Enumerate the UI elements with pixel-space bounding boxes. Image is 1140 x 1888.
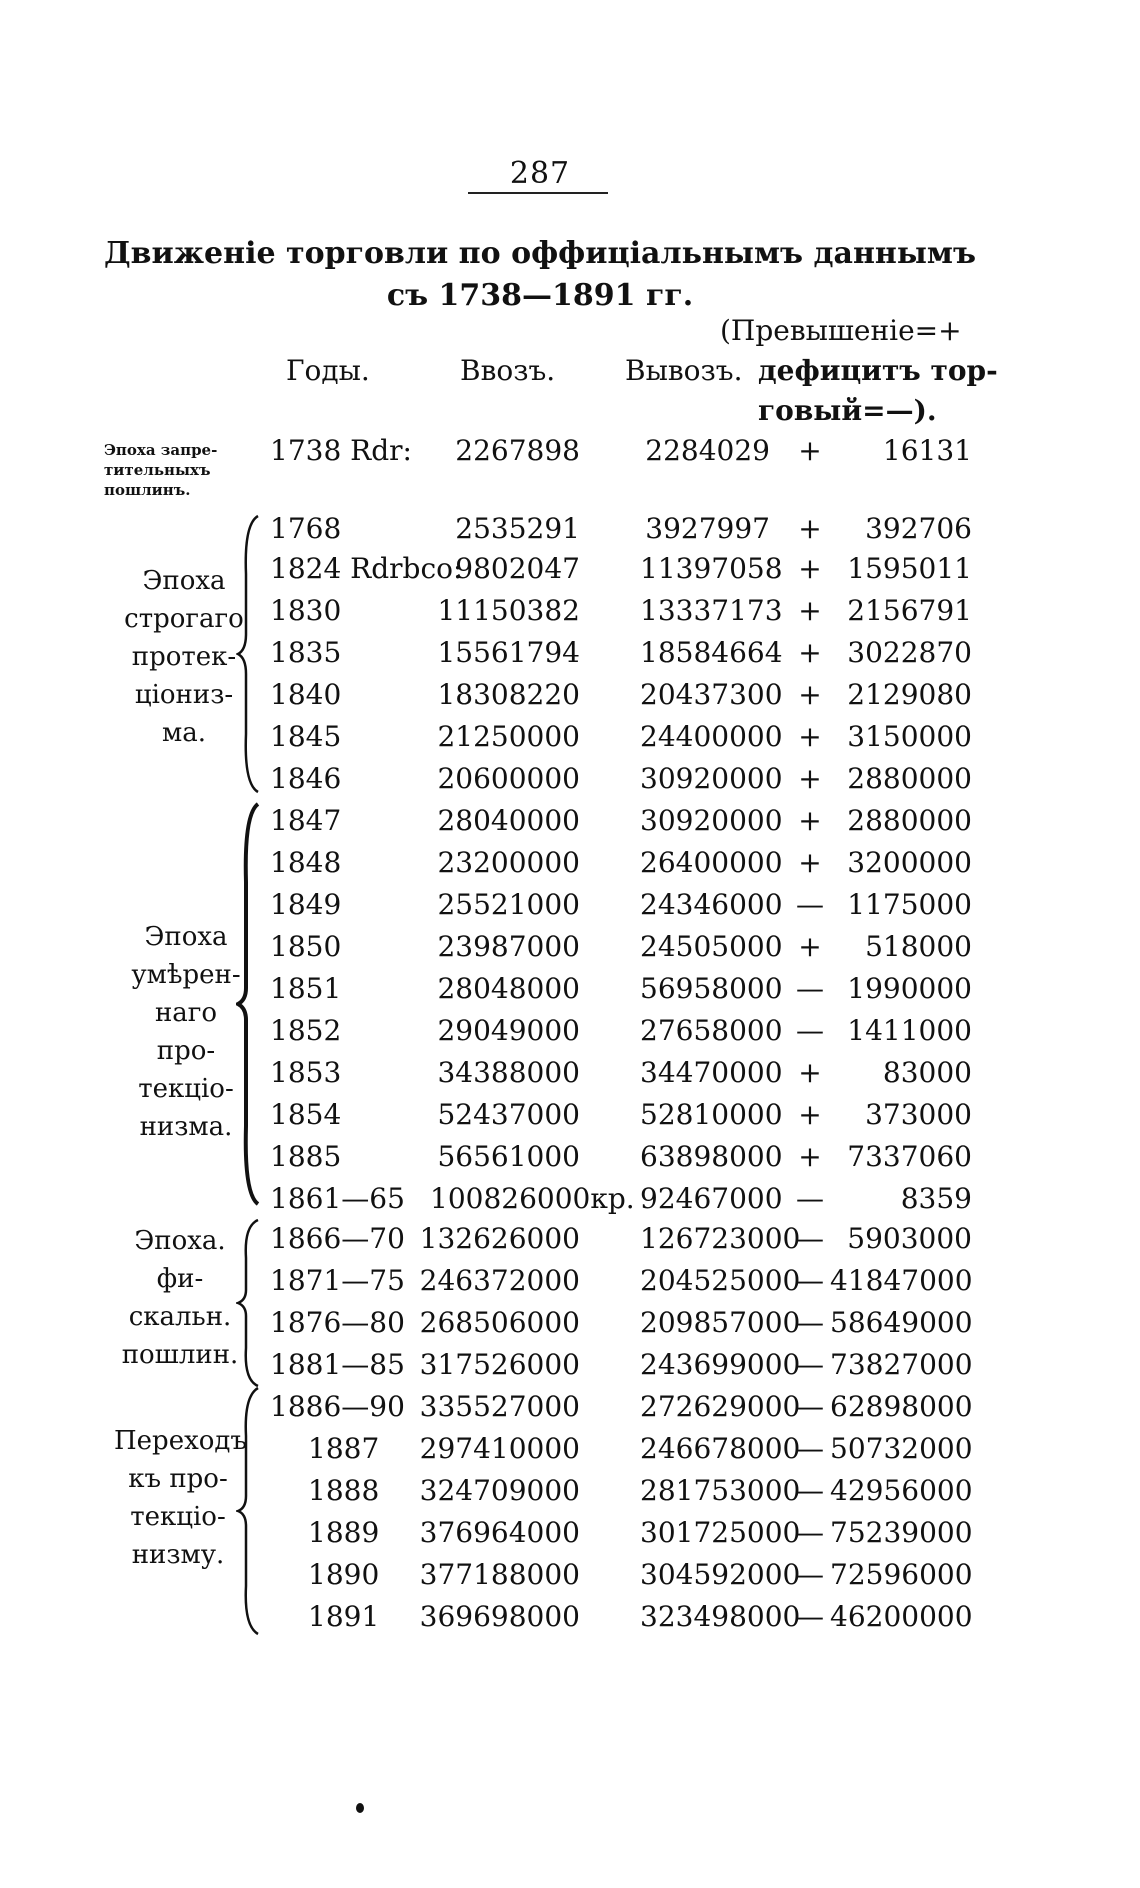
table-row <box>270 1222 970 1262</box>
era-1-line-3: ціониз- <box>134 680 234 710</box>
cell-year: 1840 <box>270 678 342 711</box>
cell-diff: 46200000 <box>830 1600 973 1633</box>
cell-export: 30920000 <box>640 762 783 795</box>
era-0-line-2: пошлинъ. <box>104 481 191 499</box>
cell-diff: 7337060 <box>847 1140 972 1173</box>
cell-diff: 392706 <box>865 512 972 545</box>
cell-import: 15561794 <box>437 636 580 669</box>
cell-year: 1852 <box>270 1014 342 1047</box>
table-title-line-2: съ 1738—1891 гг. <box>386 278 694 313</box>
cell-sign: — <box>796 1264 824 1297</box>
cell-year: 1768 <box>270 512 342 545</box>
cell-export: 281753000 <box>640 1474 801 1507</box>
cell-import: 2267898 <box>455 434 580 467</box>
cell-export: 272629000 <box>640 1390 801 1423</box>
cell-diff: 2156791 <box>847 594 972 627</box>
era-label-4 <box>114 1422 247 1574</box>
note-line-2: дефицитъ тор- <box>758 354 998 387</box>
cell-year: 1876—80 <box>270 1306 405 1339</box>
era-4-line-0: Переходъ <box>114 1426 247 1456</box>
table-row <box>270 1098 970 1138</box>
cell-year: 1889 <box>308 1516 380 1549</box>
cell-export: 52810000 <box>640 1098 783 1131</box>
cell-import: 9802047 <box>455 552 580 585</box>
cell-sign: + <box>798 762 822 795</box>
cell-diff: 50732000 <box>830 1432 973 1465</box>
cell-export: 26400000 <box>640 846 783 879</box>
cell-year: 1871—75 <box>270 1264 405 1297</box>
era-4-line-3: низму. <box>131 1540 225 1570</box>
cell-year: 1830 <box>270 594 342 627</box>
cell-year: 1848 <box>270 846 342 879</box>
cell-sign: + <box>798 512 822 545</box>
header-year: Годы. <box>286 354 370 387</box>
cell-export: 63898000 <box>640 1140 783 1173</box>
table-row <box>270 846 970 886</box>
table-row <box>270 930 970 970</box>
table-row <box>270 1140 970 1180</box>
cell-year: 1849 <box>270 888 342 921</box>
cell-export: 301725000 <box>640 1516 801 1549</box>
cell-import: 11150382 <box>437 594 580 627</box>
cell-import: 25521000 <box>437 888 580 921</box>
table-row <box>270 1474 973 1514</box>
era-3-line-3: пошлин. <box>121 1340 239 1370</box>
era-3-line-0: Эпоха. <box>134 1226 226 1256</box>
cell-diff: 3150000 <box>847 720 972 753</box>
cell-year: 1846 <box>270 762 342 795</box>
cell-diff: 3200000 <box>847 846 972 879</box>
cell-sign: — <box>796 1474 824 1507</box>
cell-year: 1835 <box>270 636 342 669</box>
cell-import: 20600000 <box>437 762 580 795</box>
era-2-line-2: наго про- <box>154 998 218 1066</box>
cell-year: 1887 <box>308 1432 380 1465</box>
cell-year: 1891 <box>308 1600 380 1633</box>
cell-import: 246372000 <box>419 1264 580 1297</box>
cell-export: 243699000 <box>640 1348 801 1381</box>
table-row <box>270 1056 970 1096</box>
brace-era-1 <box>236 514 266 794</box>
era-2-line-0: Эпоха <box>144 922 228 952</box>
table-row <box>270 1306 973 1346</box>
era-label-0 <box>104 440 254 500</box>
table-row <box>270 1558 973 1598</box>
table-row <box>270 1014 970 1054</box>
table-row <box>270 512 970 552</box>
table-row <box>270 720 970 760</box>
cell-diff: 16131 <box>882 434 972 467</box>
era-2-line-3: текціо- <box>138 1074 234 1104</box>
cell-import: 2535291 <box>455 512 580 545</box>
cell-sign: — <box>796 972 824 1005</box>
era-0-line-0: Эпоха запре- <box>104 441 218 459</box>
cell-import: 56561000 <box>437 1140 580 1173</box>
cell-diff: 1595011 <box>847 552 972 585</box>
cell-export: 20437300 <box>640 678 783 711</box>
cell-diff: 75239000 <box>830 1516 973 1549</box>
cell-export: 304592000 <box>640 1558 801 1591</box>
cell-sign: — <box>796 1390 824 1423</box>
cell-sign: + <box>798 1140 822 1173</box>
brace-era-4 <box>236 1386 266 1636</box>
table-row <box>270 888 970 928</box>
cell-diff: 5903000 <box>847 1222 972 1255</box>
cell-diff: 2880000 <box>847 804 972 837</box>
cell-export: 13337173 <box>640 594 783 627</box>
cell-sign: + <box>798 552 822 585</box>
brace-era-3 <box>236 1218 266 1388</box>
cell-diff: 373000 <box>865 1098 972 1131</box>
table-row <box>270 636 970 676</box>
era-label-2 <box>122 918 250 1146</box>
cell-diff: 58649000 <box>830 1306 973 1339</box>
cell-sign: — <box>796 1014 824 1047</box>
table-row <box>270 972 970 1012</box>
cell-year: 1886—90 <box>270 1390 405 1423</box>
cell-diff: 73827000 <box>830 1348 973 1381</box>
cell-sign: — <box>796 1348 824 1381</box>
era-3-line-1: фи- <box>156 1264 204 1294</box>
cell-export: 24346000 <box>640 888 783 921</box>
cell-sign: + <box>798 804 822 837</box>
table-row <box>270 434 970 474</box>
cell-import: 335527000 <box>419 1390 580 1423</box>
cell-diff: 42956000 <box>830 1474 973 1507</box>
cell-diff: 2129080 <box>847 678 972 711</box>
cell-import: 377188000 <box>419 1558 580 1591</box>
cell-year: 1847 <box>270 804 342 837</box>
cell-diff: 83000 <box>882 1056 972 1089</box>
era-1-line-1: строгаго <box>124 604 244 634</box>
table-row <box>270 1516 973 1556</box>
cell-sign: + <box>798 1056 822 1089</box>
cell-import: 268506000 <box>419 1306 580 1339</box>
table-row <box>270 804 970 844</box>
table-row <box>270 1348 973 1388</box>
header-export: Вывозъ. <box>625 354 743 387</box>
table-row <box>270 1432 973 1472</box>
table-row <box>270 678 970 718</box>
era-3-line-2: скальн. <box>128 1302 232 1332</box>
cell-import: 376964000 <box>419 1516 580 1549</box>
brace-era-2 <box>236 802 266 1206</box>
cell-year: 1866—70 <box>270 1222 405 1255</box>
cell-import: 23200000 <box>437 846 580 879</box>
cell-import: 369698000 <box>419 1600 580 1633</box>
cell-import: 297410000 <box>419 1432 580 1465</box>
cell-year: 1845 <box>270 720 342 753</box>
cell-diff: 72596000 <box>830 1558 973 1591</box>
era-1-line-0: Эпоха <box>142 566 226 596</box>
cell-sign: + <box>798 636 822 669</box>
cell-diff: 1990000 <box>847 972 972 1005</box>
cell-year: 1885 <box>270 1140 342 1173</box>
table-title-line-1: Движеніе торговли по оффиціальнымъ даннымъ <box>103 236 977 271</box>
era-label-1 <box>120 562 248 752</box>
cell-import: 324709000 <box>419 1474 580 1507</box>
cell-import: 18308220 <box>437 678 580 711</box>
era-2-line-1: умѣрен- <box>131 960 241 990</box>
cell-export: 18584664 <box>640 636 783 669</box>
table-row <box>270 594 970 634</box>
cell-export: 24400000 <box>640 720 783 753</box>
cell-export: 2284029 <box>645 434 770 467</box>
cell-import: 132626000 <box>419 1222 580 1255</box>
era-4-line-2: текціо- <box>130 1502 226 1532</box>
cell-sign: — <box>796 1222 824 1255</box>
table-row <box>270 762 970 802</box>
cell-export: 323498000 <box>640 1600 801 1633</box>
cell-year: 1738 Rdr: <box>270 434 412 467</box>
page-number-rule <box>468 192 608 194</box>
ink-dot <box>356 1803 364 1813</box>
cell-export: 246678000 <box>640 1432 801 1465</box>
cell-diff: 518000 <box>865 930 972 963</box>
cell-sign: — <box>796 1306 824 1339</box>
cell-sign: — <box>796 1182 824 1215</box>
cell-export: 126723000 <box>640 1222 801 1255</box>
cell-export: 92467000 <box>640 1182 783 1215</box>
cell-sign: — <box>796 1516 824 1549</box>
cell-year: 1851 <box>270 972 342 1005</box>
era-2-line-4: низма. <box>139 1112 233 1142</box>
cell-sign: — <box>796 1432 824 1465</box>
cell-year: 1890 <box>308 1558 380 1591</box>
page-number: 287 <box>509 156 571 191</box>
cell-export: 34470000 <box>640 1056 783 1089</box>
era-1-line-2: протек- <box>131 642 237 672</box>
cell-import: 317526000 <box>419 1348 580 1381</box>
cell-sign: — <box>796 888 824 921</box>
era-1-line-4: ма. <box>162 718 206 748</box>
cell-sign: + <box>798 720 822 753</box>
cell-year: 1854 <box>270 1098 342 1131</box>
table-row <box>270 1600 973 1640</box>
cell-diff: 3022870 <box>847 636 972 669</box>
cell-year: 1850 <box>270 930 342 963</box>
cell-sign: + <box>798 930 822 963</box>
cell-sign: + <box>798 846 822 879</box>
cell-export: 27658000 <box>640 1014 783 1047</box>
cell-sign: — <box>796 1600 824 1633</box>
cell-export: 11397058 <box>640 552 783 585</box>
table-row <box>270 1264 973 1304</box>
cell-diff: 1411000 <box>847 1014 972 1047</box>
cell-year: 1881—85 <box>270 1348 405 1381</box>
header-import: Ввозъ. <box>460 354 556 387</box>
cell-sign: — <box>796 1558 824 1591</box>
cell-year: 1853 <box>270 1056 342 1089</box>
cell-import: 100826000кр. <box>430 1182 635 1215</box>
cell-import: 28048000 <box>437 972 580 1005</box>
cell-sign: + <box>798 434 822 467</box>
cell-diff: 62898000 <box>830 1390 973 1423</box>
cell-diff: 41847000 <box>830 1264 973 1297</box>
table-row <box>270 552 970 592</box>
cell-export: 30920000 <box>640 804 783 837</box>
era-0-line-1: тительныхъ <box>104 461 211 479</box>
cell-export: 24505000 <box>640 930 783 963</box>
cell-sign: + <box>798 1098 822 1131</box>
cell-import: 52437000 <box>437 1098 580 1131</box>
cell-export: 204525000 <box>640 1264 801 1297</box>
note-line-3: говый=—). <box>758 394 937 427</box>
cell-diff: 8359 <box>900 1182 972 1215</box>
cell-import: 34388000 <box>437 1056 580 1089</box>
cell-year: 1824 Rdrbco: <box>270 552 463 585</box>
cell-export: 56958000 <box>640 972 783 1005</box>
cell-import: 21250000 <box>437 720 580 753</box>
cell-year: 1888 <box>308 1474 380 1507</box>
table-row <box>270 1182 970 1222</box>
cell-diff: 1175000 <box>847 888 972 921</box>
table-row <box>270 1390 973 1430</box>
cell-import: 28040000 <box>437 804 580 837</box>
cell-export: 209857000 <box>640 1306 801 1339</box>
cell-sign: + <box>798 678 822 711</box>
era-4-line-1: къ про- <box>128 1464 228 1494</box>
era-label-3 <box>116 1222 244 1374</box>
note-line-1: (Превышеніе=+ <box>720 314 962 347</box>
cell-year: 1861—65 <box>270 1182 405 1215</box>
cell-sign: + <box>798 594 822 627</box>
cell-import: 29049000 <box>437 1014 580 1047</box>
cell-export: 3927997 <box>645 512 770 545</box>
cell-diff: 2880000 <box>847 762 972 795</box>
cell-import: 23987000 <box>437 930 580 963</box>
